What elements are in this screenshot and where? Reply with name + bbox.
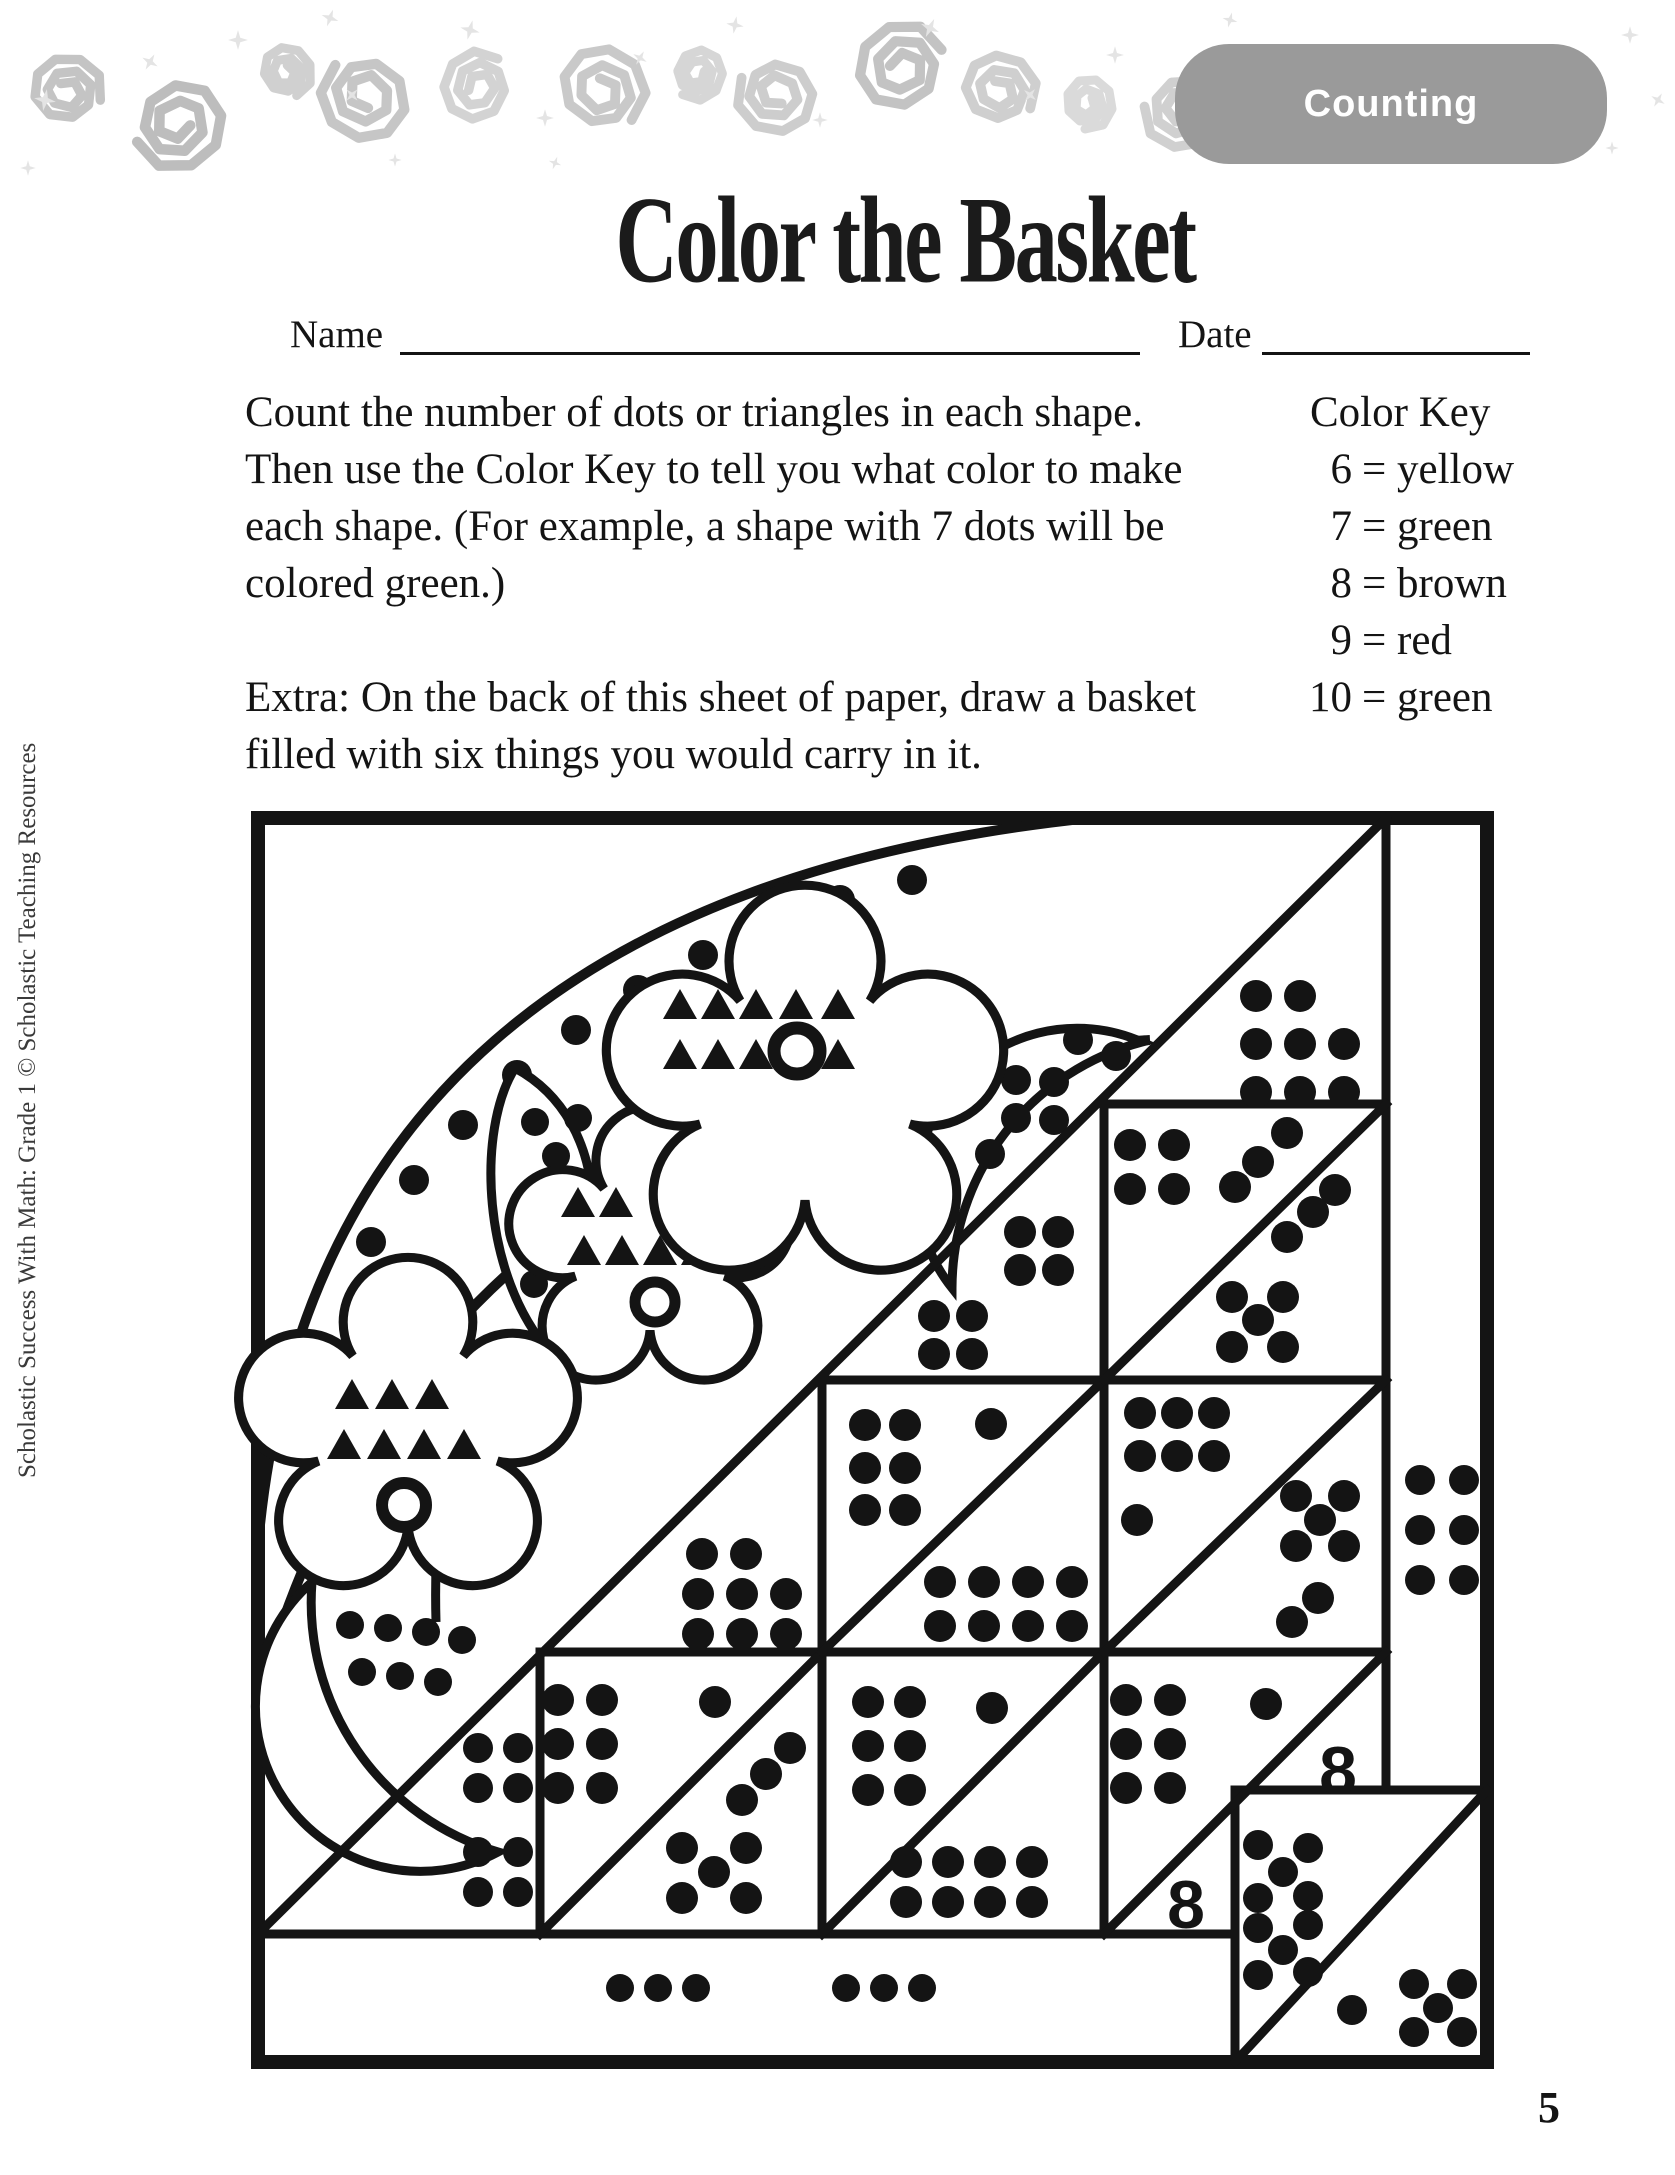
extra-line: filled with six things you would carry in it. — [245, 731, 982, 778]
instruction-line: Count the number of dots or triangles in each shape. — [245, 389, 1144, 436]
key-color: = brown — [1362, 560, 1507, 607]
key-count: 9 — [1330, 617, 1352, 664]
key-color: = yellow — [1362, 446, 1515, 493]
numeral-eight: 8 — [1167, 1867, 1205, 1943]
key-count: 8 — [1330, 560, 1352, 607]
key-color: = green — [1362, 674, 1493, 721]
date-label: Date — [1178, 313, 1252, 356]
name-label: Name — [290, 313, 384, 356]
instruction-line: Then use the Color Key to tell you what color to make — [245, 446, 1183, 493]
color-key-title: Color Key — [1310, 389, 1491, 436]
page-title: Color the Basket — [615, 172, 1195, 310]
side-credit-text: Scholastic Success With Math: Grade 1 © Scholastic Teaching Resources — [14, 742, 41, 1478]
instruction-line: each shape. (For example, a shape with 7 dots will be — [245, 503, 1165, 550]
key-count: 6 — [1330, 446, 1352, 493]
page-number: 5 — [1538, 2083, 1560, 2132]
numeral-eight: 8 — [1319, 1733, 1357, 1809]
key-count: 10 — [1309, 674, 1352, 721]
extra-line: Extra: On the back of this sheet of paper, draw a basket — [245, 674, 1197, 721]
key-count: 7 — [1330, 503, 1352, 550]
counting-tab-label: Counting — [1303, 82, 1479, 125]
key-color: = green — [1362, 503, 1493, 550]
instruction-line: colored green.) — [245, 560, 506, 607]
key-color: = red — [1362, 617, 1452, 664]
